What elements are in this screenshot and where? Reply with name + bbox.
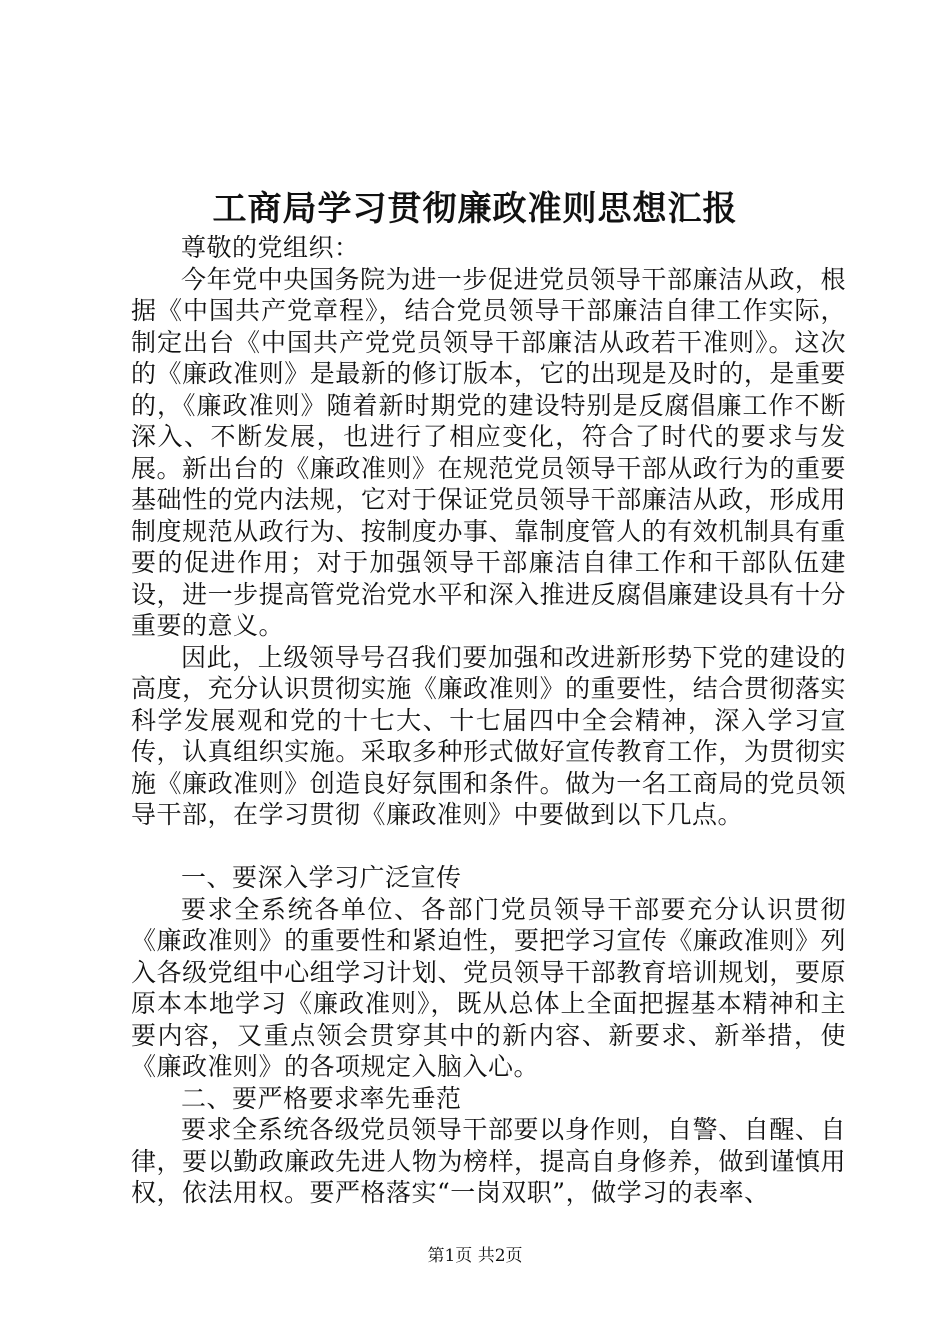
paragraph-intro: 今年党中央国务院为进一步促进党员领导干部廉洁从政，根据《中国共产党章程》，结合党员领导干部廉洁自律工作实际，制定出台《中国共产党党员领导干部廉洁从政若干准则》。这次的《廉政准则》是最新的修订版本，它的出现是及时的，是重要的，《廉政准则》随着新时期党的建设特别是反腐倡廉工作不断深入、不断发展，也进行了相应变化，符合了时代的要求与发展。新出台的《廉政准则》在规范党员领导干部从政行为的重要基础性的党内法规，它对于保证党员领导干部廉洁从政，形成用制度规范从政行为、按制度办事、靠制度管人的有效机制具有重要的促进作用；对于加强领导干部廉洁自律工作和干部队伍建设，进一步提高管党治党水平和深入推进反腐倡廉建设具有十分重要的意义。 [131,264,846,640]
section-body-1: 要求全系统各单位、各部门党员领导干部要充分认识贯彻《廉政准则》的重要性和紧迫性，要把学习宣传《廉政准则》列入各级党组中心组学习计划、党员领导干部教育培训规划，要原原本本地学习《廉政准则》，既从总体上全面把握基本精神和主要内容，又重点领会贯穿其中的新内容、新要求、新举措，使《廉政准则》的各项规定入脑入心。 [131,894,846,1081]
document-title: 工商局学习贯彻廉政准则思想汇报 [212,189,738,229]
salutation: 尊敬的党组织： [181,233,360,262]
page-footer: 第1页 共2页 [427,1246,523,1266]
blank-line [131,831,846,863]
section-body-2: 要求全系统各级党员领导干部要以身作则，自警、自醒、自律，要以勤政廉政先进人物为榜样，提高自身修养，做到谨慎用权，依法用权。要严格落实“一岗双职”，做学习的表率、 [131,1115,846,1207]
document-body [131,232,846,1209]
paragraph-call-to-action: 因此，上级领导号召我们要加强和改进新形势下党的建设的高度，充分认识贯彻实施《廉政准则》的重要性，结合贯彻落实科学发展观和党的十七大、十七届四中全会精神，深入学习宣传，认真组织实施。采取多种形式做好宣传教育工作，为贯彻实施《廉政准则》创造良好氛围和条件。做为一名工商局的党员领导干部，在学习贯彻《廉政准则》中要做到以下几点。 [131,642,846,829]
section-heading-1: 一、要深入学习广泛宣传 [181,863,462,892]
section-heading-2: 二、要严格要求率先垂范 [181,1083,462,1113]
